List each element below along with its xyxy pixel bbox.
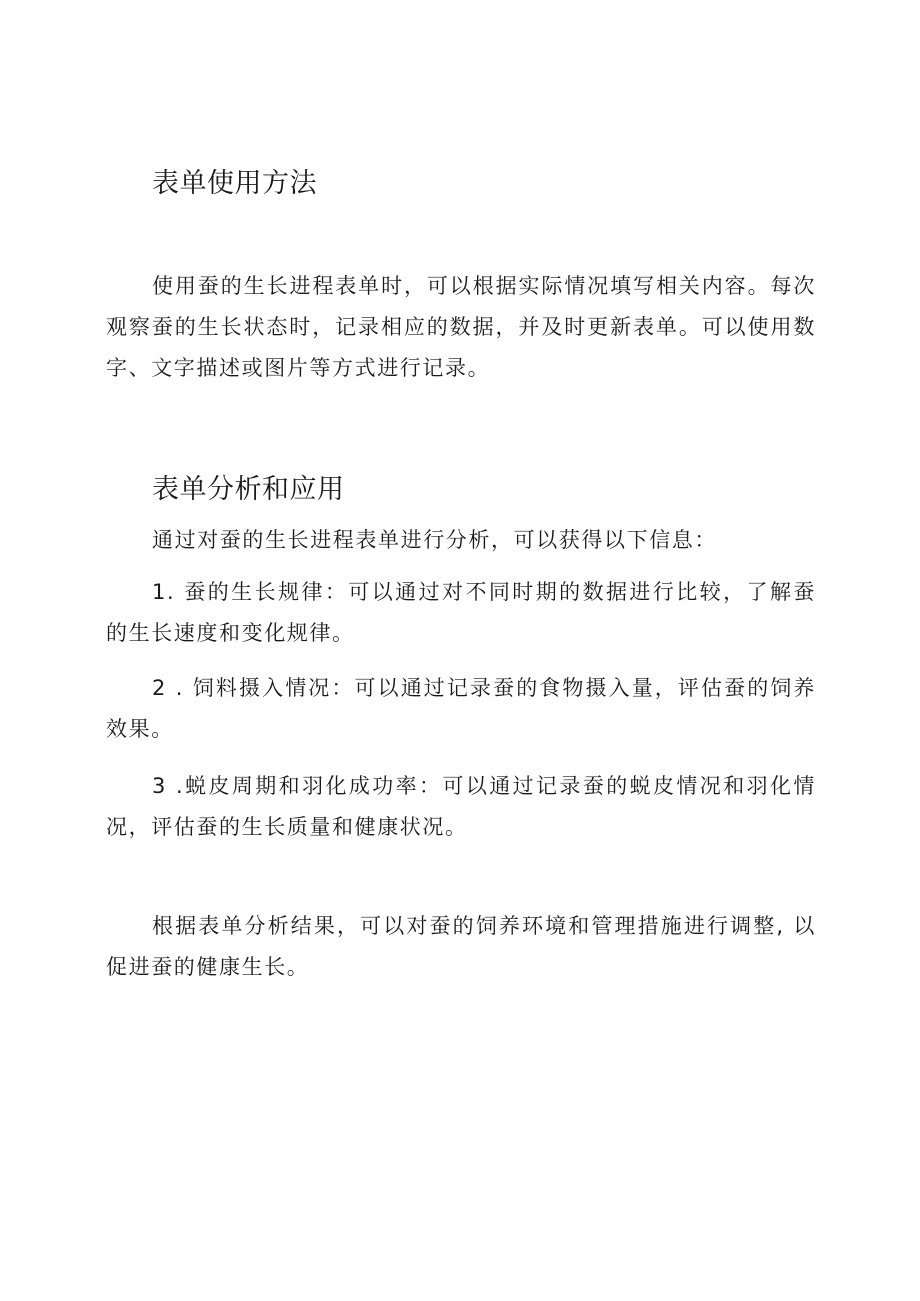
section-heading-analysis: 表单分析和应用 <box>152 474 345 505</box>
list-item-molting-cycle: 3 .蜕皮周期和羽化成功率：可以通过记录蚕的蜕皮情况和羽化情况，评估蚕的生长质量和健康状况。 <box>106 774 816 839</box>
list-item-growth-pattern: 1. 蚕的生长规律：可以通过对不同时期的数据进行比较，了解蚕的生长速度和变化规律。 <box>106 580 816 645</box>
conclusion-paragraph: 根据表单分析结果，可以对蚕的饲养环境和管理措施进行调整, 以促进蚕的健康生长。 <box>106 914 816 979</box>
usage-paragraph: 使用蚕的生长进程表单时，可以根据实际情况填写相关内容。每次观察蚕的生长状态时，记录相应的数据，并及时更新表单。可以使用数字、文字描述或图片等方式进行记录。 <box>106 274 816 380</box>
analysis-intro-paragraph: 通过对蚕的生长进程表单进行分析，可以获得以下信息： <box>152 528 717 552</box>
list-item-feed-intake: 2 . 饲料摄入情况：可以通过记录蚕的食物摄入量，评估蚕的饲养效果。 <box>106 676 816 741</box>
section-heading-usage: 表单使用方法 <box>152 168 317 199</box>
